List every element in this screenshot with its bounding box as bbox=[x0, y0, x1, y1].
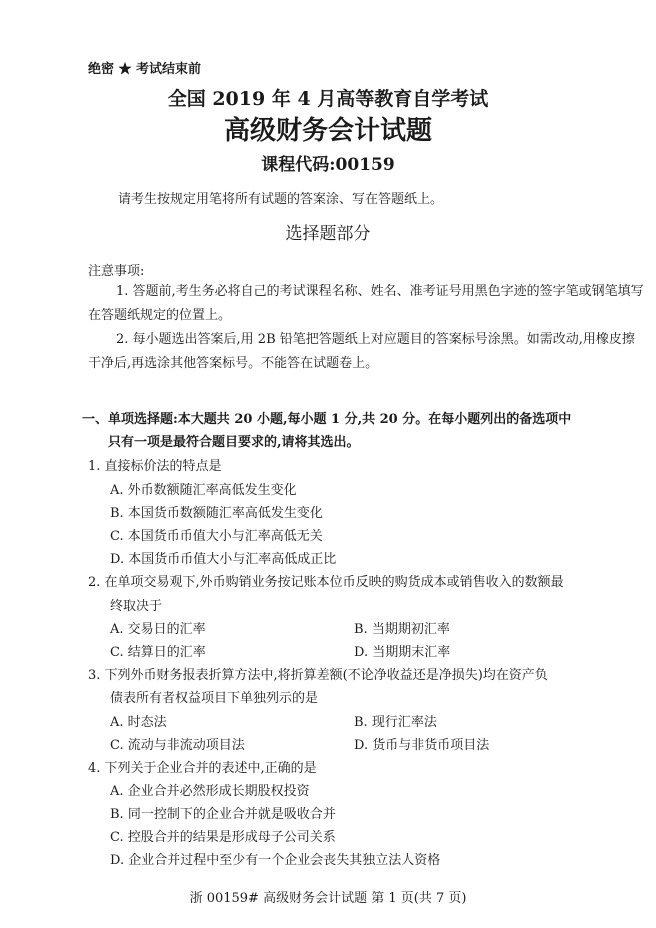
question-1-option-a: A. 外币数额随汇率高低发生变化 bbox=[110, 483, 297, 498]
page-footer: 浙 00159# 高级财务会计试题 第 1 页(共 7 页) bbox=[189, 891, 467, 906]
course-code: 课程代码:00159 bbox=[261, 155, 395, 175]
exam-title: 全国 2019 年 4 月高等教育自学考试 bbox=[167, 88, 489, 110]
question-2-option-c: C. 结算日的汇率 bbox=[110, 645, 206, 660]
question-2-option-d: D. 当期期末汇率 bbox=[354, 645, 451, 660]
confidential-label: 绝密 ★ 考试结束前 bbox=[88, 62, 202, 77]
question-3-option-c: C. 流动与非流动项目法 bbox=[110, 738, 245, 753]
answer-instruction: 请考生按规定用笔将所有试题的答案涂、写在答题纸上。 bbox=[118, 192, 444, 207]
part-one-line-2: 只有一项是最符合题目要求的,请将其选出。 bbox=[108, 435, 360, 450]
question-1-option-c: C. 本国货币币值大小与汇率高低无关 bbox=[110, 529, 323, 544]
part-one-line-1: 一、单项选择题:本大题共 20 小题,每小题 1 分,共 20 分。在每小题列出的备选项中 bbox=[82, 412, 572, 427]
question-4-option-b: B. 同一控制下的企业合并就是吸收合并 bbox=[110, 807, 336, 822]
question-4-stem: 4. 下列关于企业合并的表述中,正确的是 bbox=[88, 761, 317, 776]
question-3-option-b: B. 现行汇率法 bbox=[354, 715, 437, 730]
question-2-stem-line-1: 2. 在单项交易观下,外币购销业务按记账本位币反映的购货成本或销售收入的数额最 bbox=[88, 575, 564, 590]
question-3-stem-line-1: 3. 下列外币财务报表折算方法中,将折算差额(不论净收益还是净损失)均在资产负 bbox=[88, 668, 548, 683]
paper-title: 高级财务会计试题 bbox=[223, 116, 432, 146]
question-3-stem-line-2: 债表所有者权益项目下单独列示的是 bbox=[110, 691, 319, 706]
question-1-option-b: B. 本国货币数额随汇率高低发生变化 bbox=[110, 506, 323, 521]
question-1-option-d: D. 本国货币币值大小与汇率高低成正比 bbox=[110, 552, 337, 567]
question-4-option-d: D. 企业合并过程中至少有一个企业会丧失其独立法人资格 bbox=[110, 853, 441, 868]
question-3-option-a: A. 时态法 bbox=[110, 715, 167, 730]
note-item-1: 1. 答题前,考生务必将自己的考试课程名称、姓名、准考证号用黑色字迹的签字笔或钢笔填写在答题纸规定的位置上。 bbox=[88, 284, 644, 323]
question-4-option-a: A. 企业合并必然形成长期股权投资 bbox=[110, 784, 310, 799]
question-4-option-c: C. 控股合并的结果是形成母子公司关系 bbox=[110, 830, 336, 845]
question-1-stem: 1. 直接标价法的特点是 bbox=[88, 459, 222, 474]
question-2-stem-line-2: 终取决于 bbox=[110, 599, 163, 614]
part-one-heading bbox=[82, 408, 571, 454]
question-2-option-b: B. 当期期初汇率 bbox=[354, 622, 450, 637]
section-title: 选择题部分 bbox=[285, 224, 371, 244]
question-3-option-d: D. 货币与非货币项目法 bbox=[354, 738, 490, 753]
notes-heading: 注意事项: bbox=[88, 264, 145, 279]
note-item-2: 2. 每小题选出答案后,用 2B 铅笔把答题纸上对应题目的答案标号涂黑。如需改动,用橡皮擦干净后,再选涂其他答案标号。不能答在试题卷上。 bbox=[88, 332, 635, 371]
question-2-option-a: A. 交易日的汇率 bbox=[110, 622, 206, 637]
